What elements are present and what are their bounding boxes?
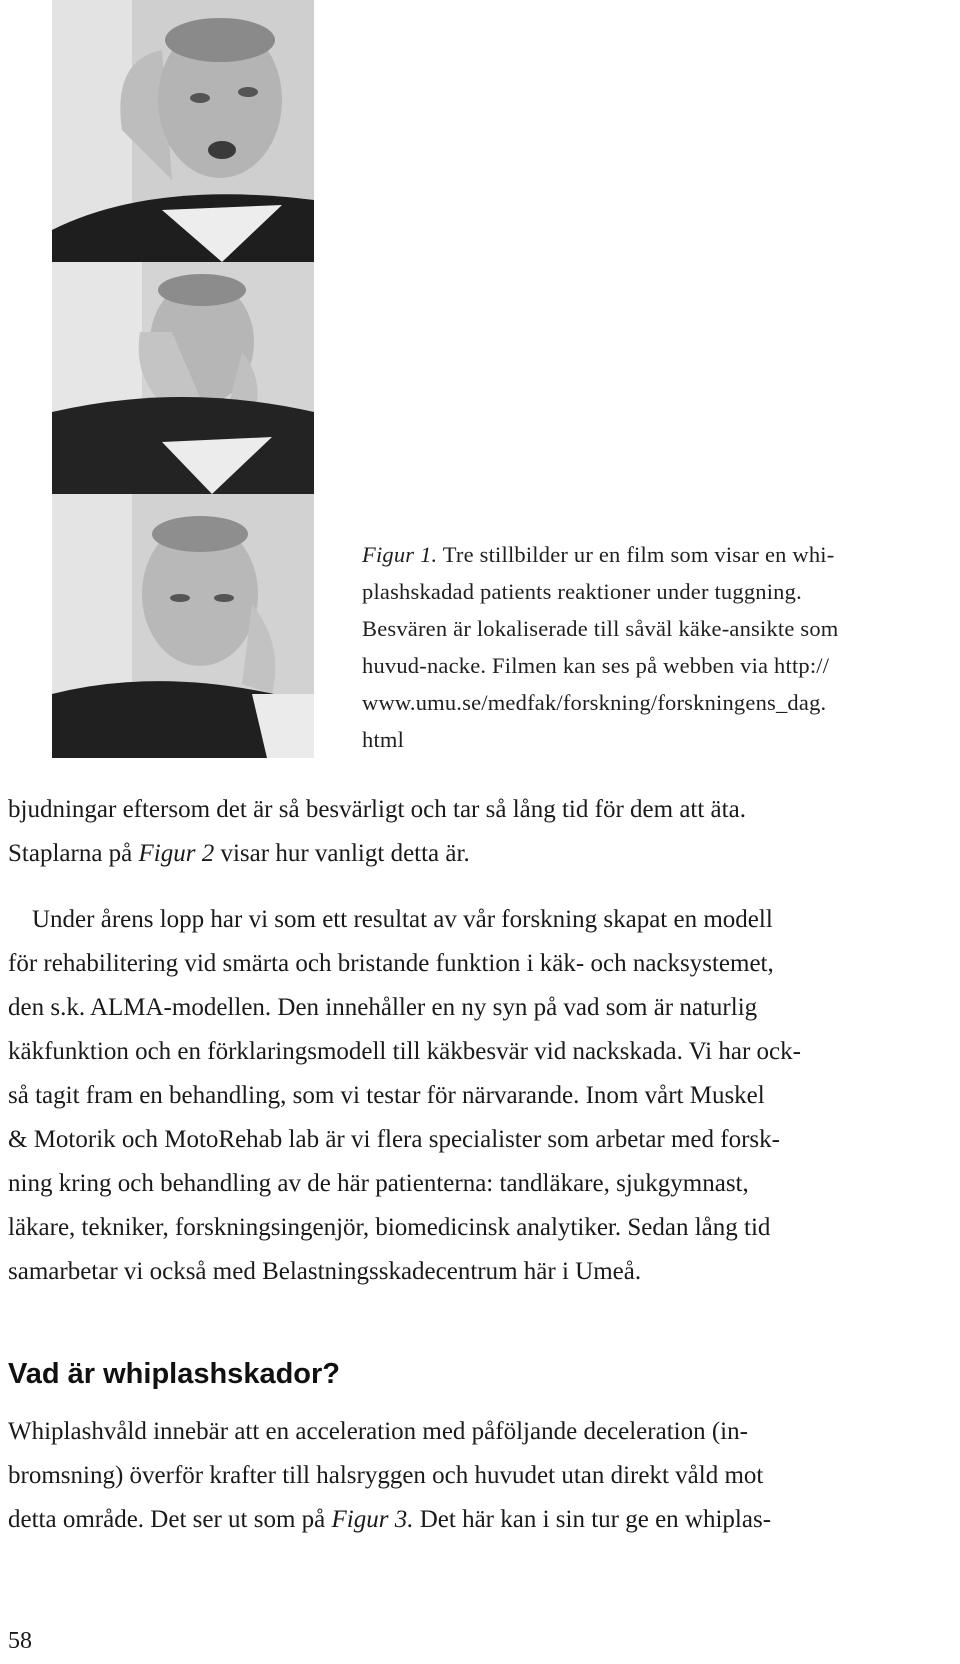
section-heading: Vad är whiplashskador? (8, 1358, 340, 1390)
film-still-2 (52, 262, 314, 494)
film-still-3 (52, 494, 314, 758)
caption-line-6: html (362, 727, 405, 752)
paragraph-2-line-2: för rehabilitering vid smärta och bristande funktion i käk- och nacksystemet, (8, 950, 774, 977)
film-still-1 (52, 0, 314, 262)
paragraph-1 (8, 788, 952, 876)
paragraph-2-line-7: ning kring och behandling av de här patienterna: tandläkare, sjukgymnast, (8, 1170, 749, 1197)
paragraph-2 (8, 898, 952, 1294)
paragraph-3-line-3 (8, 1498, 952, 1542)
caption-line-3: Besvären är lokaliserade till såväl käke-ansikte som (362, 616, 839, 641)
paragraph-3 (8, 1410, 952, 1542)
caption-text: Tre stillbilder ur en film som visar en whi- (442, 542, 835, 567)
paragraph-2-line-3: den s.k. ALMA-modellen. Den innehåller en ny syn på vad som är naturlig (8, 994, 758, 1021)
text-run: Det här kan i sin tur ge en whiplas- (413, 1506, 772, 1533)
figure-3-reference: Figur 3. (331, 1506, 414, 1533)
paragraph-2-line-6: & Motorik och MotoRehab lab är vi flera specialister som arbetar med forsk- (8, 1126, 780, 1153)
caption-line-5: www.umu.se/medfak/forskning/forskningens_dag. (362, 690, 827, 715)
paragraph-3-line-2: bromsning) överför krafter till halsryggen och huvudet utan direkt våld mot (8, 1462, 764, 1489)
paragraph-2-line-5: så tagit fram en behandling, som vi testar för närvarande. Inom vårt Muskel (8, 1082, 765, 1109)
paragraph-2-line-4: käkfunktion och en förklaringsmodell till käkbesvär vid nackskada. Vi har ock- (8, 1038, 801, 1065)
text-run: Staplarna på (8, 840, 139, 867)
page-number: 58 (8, 1628, 32, 1654)
text-run: visar hur vanligt detta är. (214, 840, 470, 867)
paragraph-2-line-9: samarbetar vi också med Belastningsskadecentrum här i Umeå. (8, 1258, 642, 1285)
paragraph-1-line-1: bjudningar eftersom det är så besvärligt och tar så lång tid för dem att äta. (8, 796, 746, 823)
caption-label: Figur 1. (362, 542, 438, 567)
caption-line-2: plashskadad patients reaktioner under tuggning. (362, 579, 802, 604)
paragraph-2-line-8: läkare, tekniker, forskningsingenjör, biomedicinsk analytiker. Sedan lång tid (8, 1214, 771, 1241)
film-still-3-image (52, 494, 314, 758)
film-still-1-image (52, 0, 314, 262)
film-still-2-image (52, 262, 314, 494)
figure-2-reference: Figur 2 (138, 840, 215, 867)
paragraph-1-line-2 (8, 832, 952, 876)
text-run: detta område. Det ser ut som på (8, 1506, 332, 1533)
caption-line-1 (362, 536, 914, 573)
caption-line-4: huvud-nacke. Filmen kan ses på webben via http:// (362, 653, 830, 678)
paragraph-2-line-1: Under årens lopp har vi som ett resultat av vår forskning skapat en modell (32, 906, 773, 933)
paragraph-3-line-1: Whiplashvåld innebär att en acceleration med påföljande deceleration (in- (8, 1418, 748, 1445)
figure-caption (362, 536, 914, 758)
